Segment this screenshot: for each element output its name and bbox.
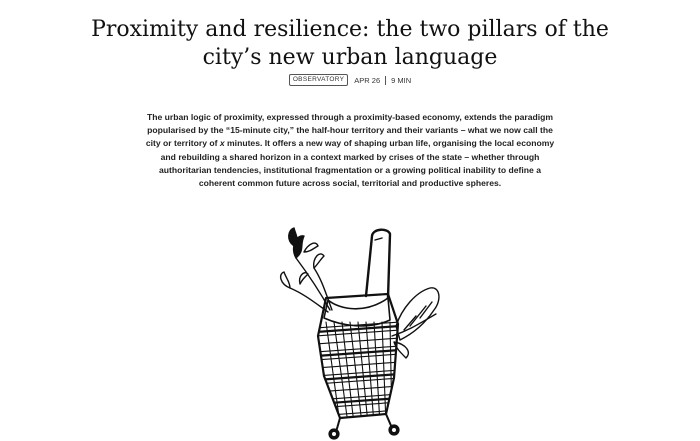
meta-divider bbox=[385, 76, 386, 85]
lede-italic-x: x bbox=[219, 138, 225, 149]
publish-date: APR 26 bbox=[354, 75, 381, 85]
lede-text-end: minutes. It offers a new way of shaping urban life, organising the local economy and rebuilding a shared horizon in a context marked by crises of the state – whether through authoritarian tendencies, institutional fragmentation or a growing political inability to define a coherent common future across social, territorial and productive spheres. bbox=[159, 138, 555, 189]
trolley-handle bbox=[366, 230, 390, 298]
leafy-vegetable-right bbox=[392, 288, 439, 358]
article-meta bbox=[0, 74, 700, 86]
category-tag[interactable]: OBSERVATORY bbox=[289, 74, 348, 86]
leafy-vegetable-left bbox=[281, 228, 332, 312]
article-title: Proximity and resilience: the two pillars of the city’s new urban language bbox=[91, 17, 609, 70]
read-time: 9 MIN bbox=[391, 75, 412, 85]
lede-text-start: The urban logic of proximity, expressed through a proximity-based economy, extends the paradigm popularised by the “15-minute city,” the half-hour territory and their variants – what we now call the city or territory of bbox=[145, 112, 554, 149]
shopping-trolley-illustration bbox=[270, 218, 450, 441]
article-lede bbox=[140, 111, 560, 190]
